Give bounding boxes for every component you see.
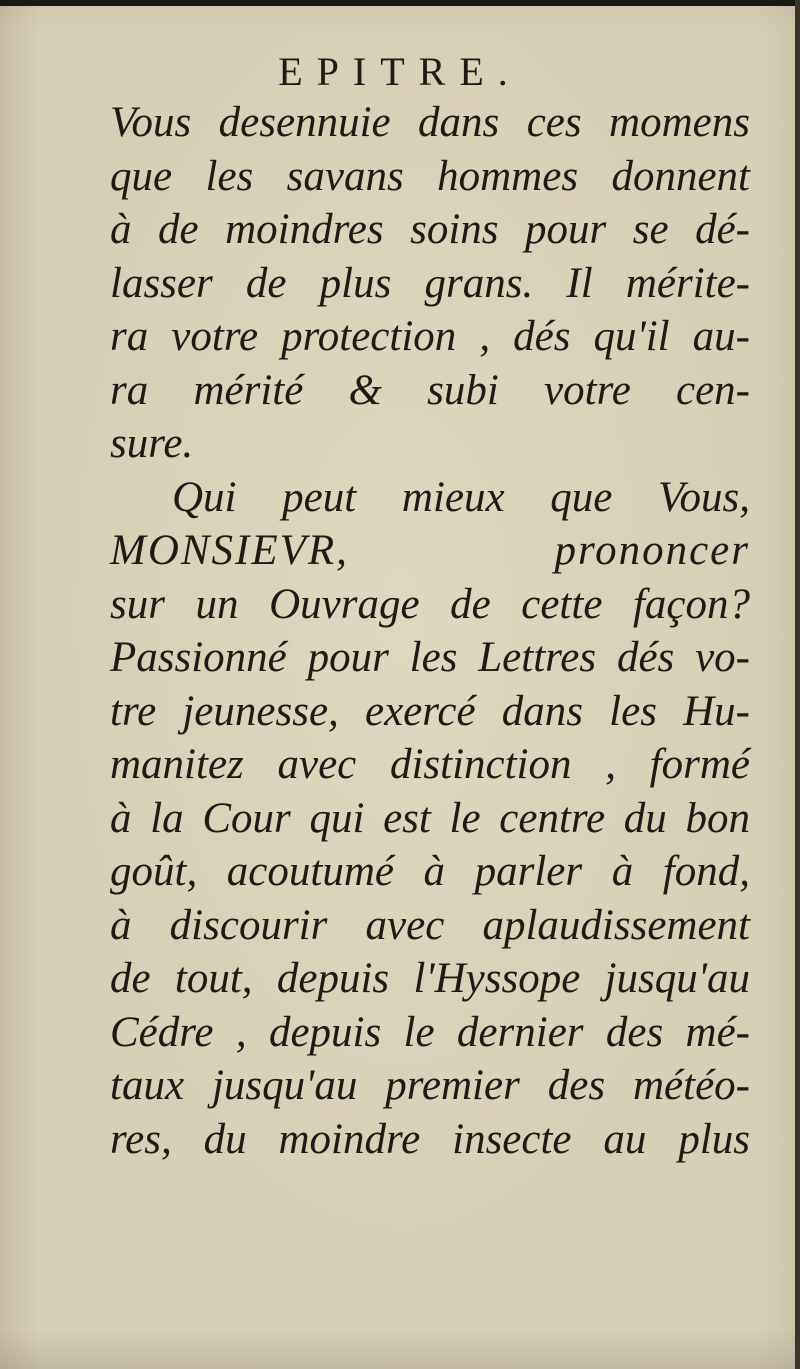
text-line: tre jeunesse, exercé dans les Hu-: [110, 687, 750, 735]
text-line: lasser de plus grans. Il mérite-: [110, 259, 750, 307]
page-text: [110, 96, 750, 1166]
text-line: ra votre protection , dés qu'il au-: [110, 313, 750, 360]
text-line: Passionné pour les Lettres dés vo-: [110, 634, 750, 681]
text-line: taux jusqu'au premier des météo-: [110, 1062, 750, 1109]
text-line: Qui peut mieux que Vous,: [172, 473, 750, 521]
text-line: goût, acoutumé à parler à fond,: [110, 848, 750, 895]
text-line: manitez avec distinction , formé: [110, 741, 750, 788]
text-line: à discourir avec aplaudissement: [110, 901, 750, 949]
text-line: Vous desennuie dans ces momens: [110, 99, 750, 146]
text-line: sure.: [110, 420, 194, 467]
text-line: res, du moindre insecte au plus: [110, 1115, 750, 1163]
text-line: à la Cour qui est le centre du bon: [110, 794, 750, 842]
text-line: Cédre , depuis le dernier des mé-: [110, 1008, 750, 1056]
text-line: que les savans hommes donnent: [110, 152, 750, 200]
text-line: MONSIEVR, prononcer: [110, 527, 750, 574]
text-line: de tout, depuis l'Hyssope jusqu'au: [110, 955, 750, 1002]
text-line: ra mérité & subi votre cen-: [110, 366, 750, 414]
text-line: à de moindres soins pour se dé-: [110, 206, 750, 253]
page-header: EPITRE.: [278, 49, 522, 94]
text-line: sur un Ouvrage de cette façon?: [110, 580, 750, 628]
